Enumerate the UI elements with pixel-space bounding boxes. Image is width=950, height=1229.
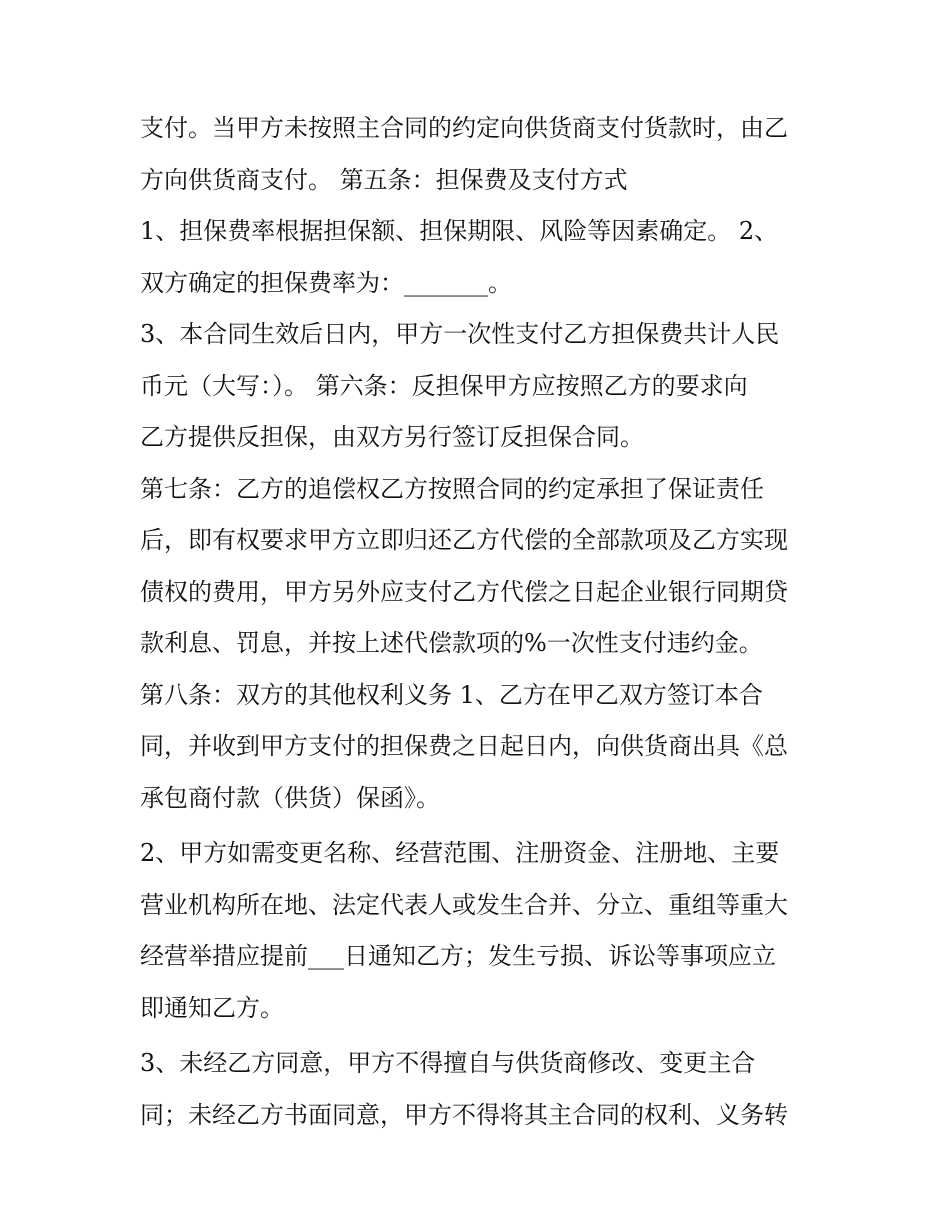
contract-body-text: [140, 103, 820, 1141]
text-line: 币元（大写：）。 第六条：反担保甲方应按照乙方的要求向: [140, 371, 748, 400]
text-line: 3、本合同生效后日内，甲方一次性支付乙方担保费共计人民: [140, 320, 780, 348]
text-line: 方向供货商支付。 第五条：担保费及支付方式: [140, 165, 628, 194]
text-line: 3、未经乙方同意，甲方不得擅自与供货商修改、变更主合: [140, 1049, 756, 1077]
text-line: 经营举措应提前___日通知乙方；发生亏损、诉讼等事项应立: [140, 942, 776, 970]
text-line: 1、担保费率根据担保额、担保期限、风险等因素确定。 2、: [140, 217, 779, 245]
text-line: 同，并收到甲方支付的担保费之日起日内，向供货商出具《总: [140, 732, 788, 760]
text-line: 2、甲方如需变更名称、经营范围、注册资金、注册地、主要: [140, 839, 780, 867]
text-line: 后，即有权要求甲方立即归还乙方代偿的全部款项及乙方实现: [140, 526, 788, 554]
text-line: 即通知乙方。: [140, 993, 284, 1022]
text-line: 款利息、罚息，并按上述代偿款项的%一次性支付违约金。: [140, 629, 763, 657]
text-line: 支付。当甲方未按照主合同的约定向供货商支付货款时，由乙: [140, 114, 788, 142]
text-line: 第八条：双方的其他权利义务 1、乙方在甲乙双方签订本合: [140, 680, 763, 709]
text-line: 承包商付款（供货）保函》。: [140, 783, 440, 812]
text-line: 第七条：乙方的追偿权乙方按照合同的约定承担了保证责任: [140, 474, 764, 503]
text-line: 乙方提供反担保，由双方另行签订反担保合同。: [140, 423, 644, 451]
text-line: 债权的费用，甲方另外应支付乙方代偿之日起企业银行同期贷: [140, 577, 788, 606]
text-line: 同；未经乙方书面同意，甲方不得将其主合同的权利、义务转: [140, 1100, 788, 1129]
text-line: 双方确定的担保费率为：_______。: [140, 268, 512, 297]
text-line: 营业机构所在地、法定代表人或发生合并、分立、重组等重大: [140, 890, 788, 919]
